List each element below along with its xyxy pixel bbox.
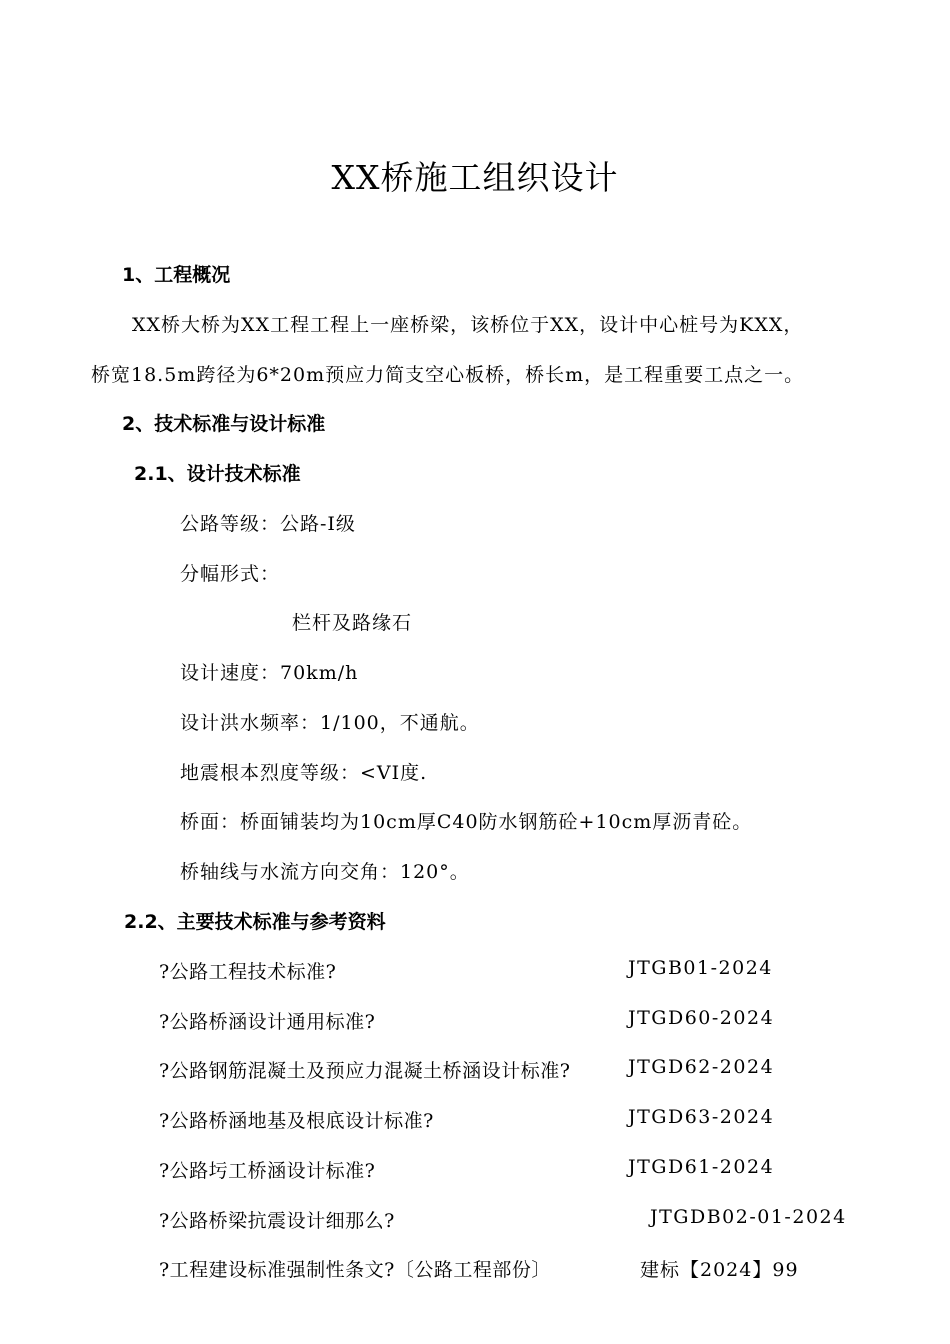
spec-deck-pavement: 桥面：桥面铺装均为10cm厚C40防水钢筋砼+10cm厚沥青砼。: [180, 811, 753, 833]
spec-skew-angle: 桥轴线与水流方向交角：120°。: [180, 861, 470, 883]
reference-code: 建标【2024】99: [640, 1259, 799, 1281]
section-2-heading: 2、技术标准与设计标准: [122, 413, 326, 435]
reference-code: JTGD61-2024: [628, 1156, 775, 1178]
spec-design-speed: 设计速度：70km/h: [180, 662, 359, 684]
overview-paragraph-line-2: 桥宽18.5m跨径为6*20m预应力简支空心板桥，桥长m，是工程重要工点之一。: [91, 364, 805, 386]
section-2-1-heading: 2.1、设计技术标准: [134, 463, 301, 485]
reference-title: ?公路桥涵设计通用标准?: [159, 1011, 376, 1033]
reference-title: ?公路钢筋混凝土及预应力混凝土桥涵设计标准?: [159, 1060, 571, 1082]
spec-road-grade: 公路等级：公路-I级: [180, 513, 356, 535]
reference-code: JTGD60-2024: [628, 1007, 775, 1029]
reference-title: ?公路桥梁抗震设计细那么?: [159, 1210, 395, 1232]
reference-title: ?公路工程技术标准?: [159, 961, 337, 983]
reference-code: JTGDB02-01-2024: [650, 1206, 847, 1228]
document-title: XX桥施工组织设计: [331, 158, 619, 197]
reference-code: JTGD62-2024: [628, 1056, 775, 1078]
section-1-heading: 1、工程概况: [122, 264, 231, 286]
reference-title: ?公路圬工桥涵设计标准?: [159, 1160, 376, 1182]
spec-seismic-intensity: 地震根本烈度等级：<VI度.: [180, 762, 428, 784]
section-2-2-heading: 2.2、主要技术标准与参考资料: [124, 911, 386, 933]
spec-flood-frequency: 设计洪水频率：1/100，不通航。: [180, 712, 480, 734]
overview-paragraph-line-1: XX桥大桥为XX工程工程上一座桥梁，该桥位于XX，设计中心桩号为KXX，: [132, 314, 804, 336]
reference-code: JTGB01-2024: [628, 957, 773, 979]
spec-division-form: 分幅形式：: [180, 563, 281, 585]
reference-title: ?工程建设标准强制性条文?〔公路工程部份〕: [159, 1259, 551, 1281]
reference-code: JTGD63-2024: [628, 1106, 775, 1128]
reference-title: ?公路桥涵地基及根底设计标准?: [159, 1110, 434, 1132]
spec-railing-curb: 栏杆及路缘石: [292, 612, 413, 634]
